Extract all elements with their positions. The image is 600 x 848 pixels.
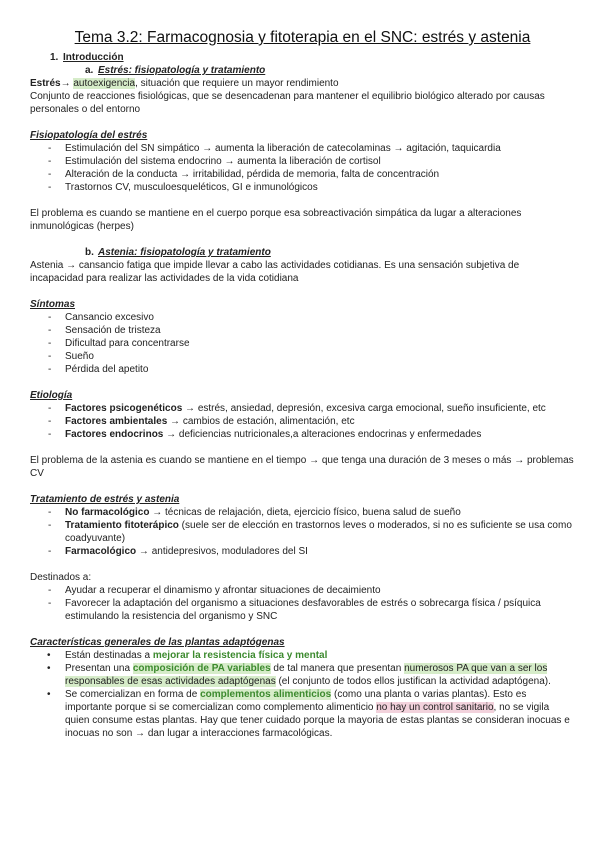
list-item	[30, 688, 575, 740]
section-label: Introducción	[63, 52, 124, 63]
item-bold: Farmacológico	[65, 546, 137, 557]
list-item: - Favorecer la adaptación del organismo a situaciones desfavorables de estrés o sobrecarga física / psíquica estimulando la resistencia del organismo y SNC	[30, 597, 575, 623]
subsection-heading-estres	[85, 64, 575, 77]
subsection-label: Astenia: fisiopatología y tratamiento	[98, 247, 271, 258]
list-item: - Estimulación del SN simpático → aumenta la liberación de catecolaminas → agitación, taquicardia	[30, 142, 575, 155]
list-item	[30, 428, 575, 441]
estres-definition-2: Conjunto de reacciones fisiológicas, que se desencadenan para mantener el equilibrio biológico alterado por causas personales o del entorno	[30, 91, 545, 115]
list-item	[30, 545, 575, 558]
plantas-heading: Características generales de las plantas adaptógenas	[30, 637, 285, 648]
etiologia-heading: Etiología	[30, 390, 73, 401]
subsection-number: b.	[85, 247, 94, 258]
tratamiento-list	[30, 506, 575, 558]
item-text: → estrés, ansiedad, depresión, excesiva carga emocional, sueño insuficiente, etc	[182, 403, 546, 414]
item-text: (suele ser de elección en trastornos leves o moderados, si no es suficiente se usa como coadyuvante)	[65, 520, 572, 544]
item-bold: Factores endocrinos	[65, 429, 164, 440]
highlight-autoexigencia: autoexigencia	[73, 78, 136, 89]
list-item: - Cansancio excesivo	[30, 311, 575, 324]
fisiopatologia-heading: Fisiopatología del estrés	[30, 130, 148, 141]
problema-astenia-paragraph: El problema de la astenia es cuando se mantiene en el tiempo → que tenga una duración de 3 meses o más → problemas CV	[30, 455, 574, 479]
estres-term: Estrés	[30, 78, 61, 89]
list-item: - Estimulación del sistema endocrino → aumenta la liberación de cortisol	[30, 155, 575, 168]
list-item: - Ayudar a recuperar el dinamismo y afrontar situaciones de decaimiento	[30, 584, 575, 597]
list-item	[30, 662, 575, 688]
item-text: (el conjunto de todos ellos justifican la actividad adaptógena).	[275, 676, 551, 687]
item-text: → deficiencias nutricionales,a alteraciones endocrinas y enfermedades	[163, 429, 482, 440]
estres-def-rest: , situación que requiere un mayor rendimiento	[135, 78, 339, 89]
item-text: Se comercializan en forma de	[65, 689, 201, 700]
list-item	[30, 506, 575, 519]
item-bold: Factores psicogenéticos	[65, 403, 183, 414]
document-page	[30, 28, 575, 740]
problema-estres-paragraph: El problema es cuando se mantiene en el cuerpo porque esa sobreactivación simpática da lugar a alteraciones inmunológicas (herpes)	[30, 208, 522, 232]
list-item: - Trastornos CV, musculoesqueléticos, GI e inmunológicos	[30, 181, 575, 194]
list-item	[30, 415, 575, 428]
arrow: →	[60, 78, 71, 89]
list-item	[30, 402, 575, 415]
list-item: - Pérdida del apetito	[30, 363, 575, 376]
subsection-number: a.	[85, 65, 94, 76]
section-heading-intro	[50, 51, 575, 64]
list-item	[30, 519, 575, 545]
destinados-heading: Destinados a:	[30, 572, 92, 583]
page-title: Tema 3.2: Farmacognosia y fitoterapia en el SNC: estrés y astenia	[74, 29, 531, 46]
astenia-definition: Astenia → cansancio fatiga que impide llevar a cabo las actividades cotidianas. Es una sensación subjetiva de incapacidad para realizar las actividades de la vida cotidiana	[30, 260, 520, 284]
list-item: - Sensación de tristeza	[30, 324, 575, 337]
item-text: → técnicas de relajación, dieta, ejercicio físico, buena salud de sueño	[149, 507, 461, 518]
highlight-green-text: mejorar la resistencia física y mental	[152, 650, 328, 661]
section-number: 1.	[50, 52, 59, 63]
item-text: Presentan una	[65, 663, 133, 674]
subsection-label: Estrés: fisiopatología y tratamiento	[98, 65, 266, 76]
item-text: , no se vigila quien consume estas plantas. Hay que tener cuidado porque la mayoria de estas plantas se consideran inocuas e inocuas no son → dan lugar a interacciones farmacológicas.	[65, 702, 570, 739]
highlight-green: numerosos PA que van a ser los responsables de esas actividades adaptógenas	[65, 663, 548, 687]
sintomas-heading: Síntomas	[30, 299, 76, 310]
etiologia-list	[30, 402, 575, 441]
highlight-green-text: complementos alimenticios	[200, 689, 332, 700]
list-item	[30, 649, 575, 662]
tratamiento-heading: Tratamiento de estrés y astenia	[30, 494, 180, 505]
item-text: → cambios de estación, alimentación, etc	[167, 416, 355, 427]
estres-definition	[30, 77, 575, 90]
item-text: de tal manera que presentan	[270, 663, 405, 674]
list-item: - Alteración de la conducta → irritabilidad, pérdida de memoria, falta de concentración	[30, 168, 575, 181]
item-text: Están destinadas a	[65, 650, 153, 661]
subsection-heading-astenia	[85, 246, 575, 259]
highlight-green-text: composición de PA variables	[132, 663, 271, 674]
destinados-list	[30, 584, 575, 623]
list-item: - Dificultad para concentrarse	[30, 337, 575, 350]
fisiopatologia-list	[30, 142, 575, 194]
list-item: - Sueño	[30, 350, 575, 363]
item-text: → antidepresivos, moduladores del SI	[136, 546, 308, 557]
plantas-list	[30, 649, 575, 740]
item-text: (como una planta o varias plantas). Esto es importante porque si se comercializan como complemento alimenticio	[65, 689, 527, 713]
item-bold: Factores ambientales	[65, 416, 168, 427]
item-bold: No farmacológico	[65, 507, 150, 518]
item-bold: Tratamiento fitoterápico	[65, 520, 179, 531]
highlight-pink: no hay un control sanitario	[376, 702, 494, 713]
sintomas-list	[30, 311, 575, 376]
